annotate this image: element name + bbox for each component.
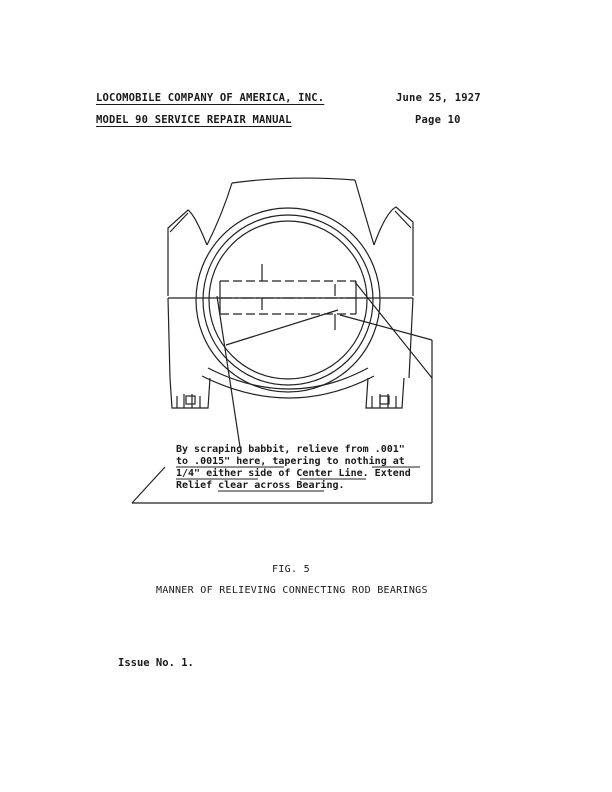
issue-number: Issue No. 1. [118,657,194,669]
manual-title: MODEL 90 SERVICE REPAIR MANUAL [96,114,292,126]
bearing-inner-circle [209,221,367,379]
note-line-3: 1/4" either side of Center Line. Extend [176,468,411,479]
document-date: June 25, 1927 [396,92,481,104]
note-line-4: Relief clear across Bearing. [176,480,345,491]
bearing-outer-circle [196,208,380,392]
company-name: LOCOMOBILE COMPANY OF AMERICA, INC. [96,92,325,104]
note-line-2: to .0015" here, tapering to nothing at [176,456,405,467]
page-number: Page 10 [415,114,461,126]
left-boss [168,210,207,296]
note-line-1: By scraping babbit, relieve from .001" [176,444,405,455]
rod-shank-top [232,178,355,183]
figure-title: MANNER OF RELIEVING CONNECTING ROD BEARINGS [156,585,428,596]
right-boss [374,207,413,296]
figure-label: FIG. 5 [272,564,310,575]
